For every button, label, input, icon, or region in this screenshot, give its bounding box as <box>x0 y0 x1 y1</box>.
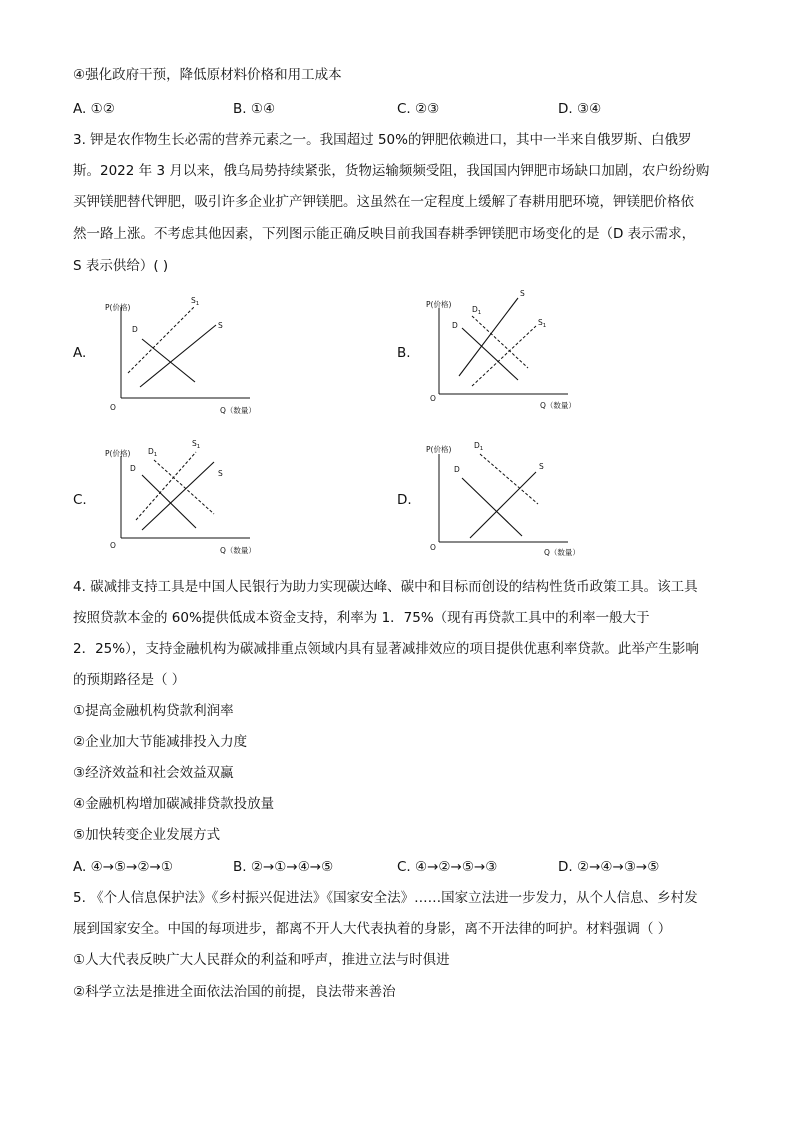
x-axis-label: Q（数量） <box>220 406 256 415</box>
graph-d <box>418 438 598 563</box>
q3-stem-line: S 表示供给）( ) <box>73 258 169 274</box>
q4-stem-line: 4. 碳减排支持工具是中国人民银行为助力实现碳达峰、碳中和目标而创设的结构性货币政策工具。该工具 <box>73 579 698 595</box>
q5-item: ②科学立法是推进全面依法治国的前提，良法带来善治 <box>73 984 396 1000</box>
q2-option-b[interactable]: B. ①④ <box>233 101 276 117</box>
demand-curve <box>142 475 196 528</box>
shifted-demand-label: $D_1$ <box>472 305 482 316</box>
graph-a <box>100 295 280 420</box>
q4-option-a[interactable]: A. ④→⑤→②→① <box>73 859 173 875</box>
supply-curve <box>470 472 536 538</box>
shifted-demand-label: $D_1$ <box>474 441 484 452</box>
q4-option-c[interactable]: C. ④→②→⑤→③ <box>397 859 498 875</box>
y-axis-label: P(价格) <box>426 445 452 454</box>
origin-label: O <box>110 403 116 412</box>
graph-b <box>418 290 598 415</box>
supply-label: S <box>218 321 223 330</box>
demand-curve <box>142 339 195 382</box>
origin-label: O <box>430 394 436 403</box>
q4-item: ①提高金融机构贷款利润率 <box>73 703 234 719</box>
graph-a-option-label[interactable]: A. <box>73 345 87 361</box>
y-axis-label: P(价格) <box>105 449 131 458</box>
demand-label: D <box>454 465 460 474</box>
demand-label: D <box>130 464 136 473</box>
q5-stem-line: 5. 《个人信息保护法》《乡村振兴促进法》《国家安全法》……国家立法进一步发力，从个人信息、乡村发 <box>73 890 698 906</box>
q5-stem-line: 展到国家安全。中国的每项进步，都离不开人大代表执着的身影，离不开法律的呵护。材料强调（ ） <box>73 921 672 937</box>
q4-option-d[interactable]: D. ②→④→③→⑤ <box>558 859 660 875</box>
demand-label: D <box>452 321 458 330</box>
supply-curve <box>142 462 214 530</box>
supply-curve <box>140 325 216 387</box>
graph-c <box>100 440 280 565</box>
q4-item: ④金融机构增加碳减排贷款投放量 <box>73 796 275 812</box>
supply-label: S <box>539 462 544 471</box>
q2-option-a[interactable]: A. ①② <box>73 101 115 117</box>
shifted-supply-curve <box>472 326 536 386</box>
q4-item: ②企业加大节能减排投入力度 <box>73 734 248 750</box>
q4-stem-line: 的预期路径是（ ） <box>73 672 186 688</box>
y-axis-label: P(价格) <box>105 303 131 312</box>
q4-item: ⑤加快转变企业发展方式 <box>73 827 221 843</box>
supply-label: S <box>520 289 525 298</box>
q5-item: ①人大代表反映广大人民群众的利益和呼声，推进立法与时俱进 <box>73 952 450 968</box>
q3-stem-line: 斯。2022 年 3 月以来，俄乌局势持续紧张，货物运输频频受阻，我国国内钾肥市场缺口加剧，农户纷纷购 <box>73 163 710 179</box>
graph-c-option-label[interactable]: C. <box>73 492 87 508</box>
graph-b-option-label[interactable]: B. <box>397 345 411 361</box>
demand-curve <box>462 478 522 536</box>
supply-label: S <box>218 469 223 478</box>
q3-stem-line: 3. 钾是农作物生长必需的营养元素之一。我国超过 50%的钾肥依赖进口，其中一半来自俄罗斯、白俄罗 <box>73 132 692 148</box>
origin-label: O <box>430 543 436 552</box>
q4-option-b[interactable]: B. ②→①→④→⑤ <box>233 859 334 875</box>
q2-option-c[interactable]: C. ②③ <box>397 101 440 117</box>
supply-curve <box>459 298 518 376</box>
shifted-supply-label: $S_1$ <box>191 296 200 307</box>
q2-option-d[interactable]: D. ③④ <box>558 101 602 117</box>
q4-stem-line: 2．25%），支持金融机构为碳减排重点领域内具有显著减排效应的项目提供优惠利率贷款。此举产生影响 <box>73 641 699 657</box>
x-axis-label: Q（数量） <box>540 401 576 410</box>
q4-stem-line: 按照贷款本金的 60%提供低成本资金支持，利率为 1．75%（现有再贷款工具中的利率一般大于 <box>73 610 650 626</box>
shifted-supply-label: $S_1$ <box>538 318 547 329</box>
demand-label: D <box>132 325 138 334</box>
q2-item-4: ④强化政府干预，降低原材料价格和用工成本 <box>73 67 342 83</box>
shifted-demand-label: $D_1$ <box>148 447 158 458</box>
shifted-supply-label: $S_1$ <box>192 439 201 450</box>
x-axis-label: Q（数量） <box>220 546 256 555</box>
x-axis-label: Q（数量） <box>544 548 580 557</box>
q3-stem-line: 买钾镁肥替代钾肥，吸引许多企业扩产钾镁肥。这虽然在一定程度上缓解了春耕用肥环境，钾镁肥价格依 <box>73 194 694 210</box>
q3-stem-line: 然一路上涨。不考虑其他因素，下列图示能正确反映目前我国春耕季钾镁肥市场变化的是（D 表示需求， <box>73 226 696 242</box>
shifted-supply-curve <box>128 307 194 373</box>
graph-d-option-label[interactable]: D. <box>397 492 412 508</box>
q4-item: ③经济效益和社会效益双赢 <box>73 765 234 781</box>
shifted-demand-curve <box>472 316 528 368</box>
origin-label: O <box>110 541 116 550</box>
shifted-supply-curve <box>136 452 196 520</box>
shifted-demand-curve <box>154 460 214 514</box>
y-axis-label: P(价格) <box>426 300 452 309</box>
